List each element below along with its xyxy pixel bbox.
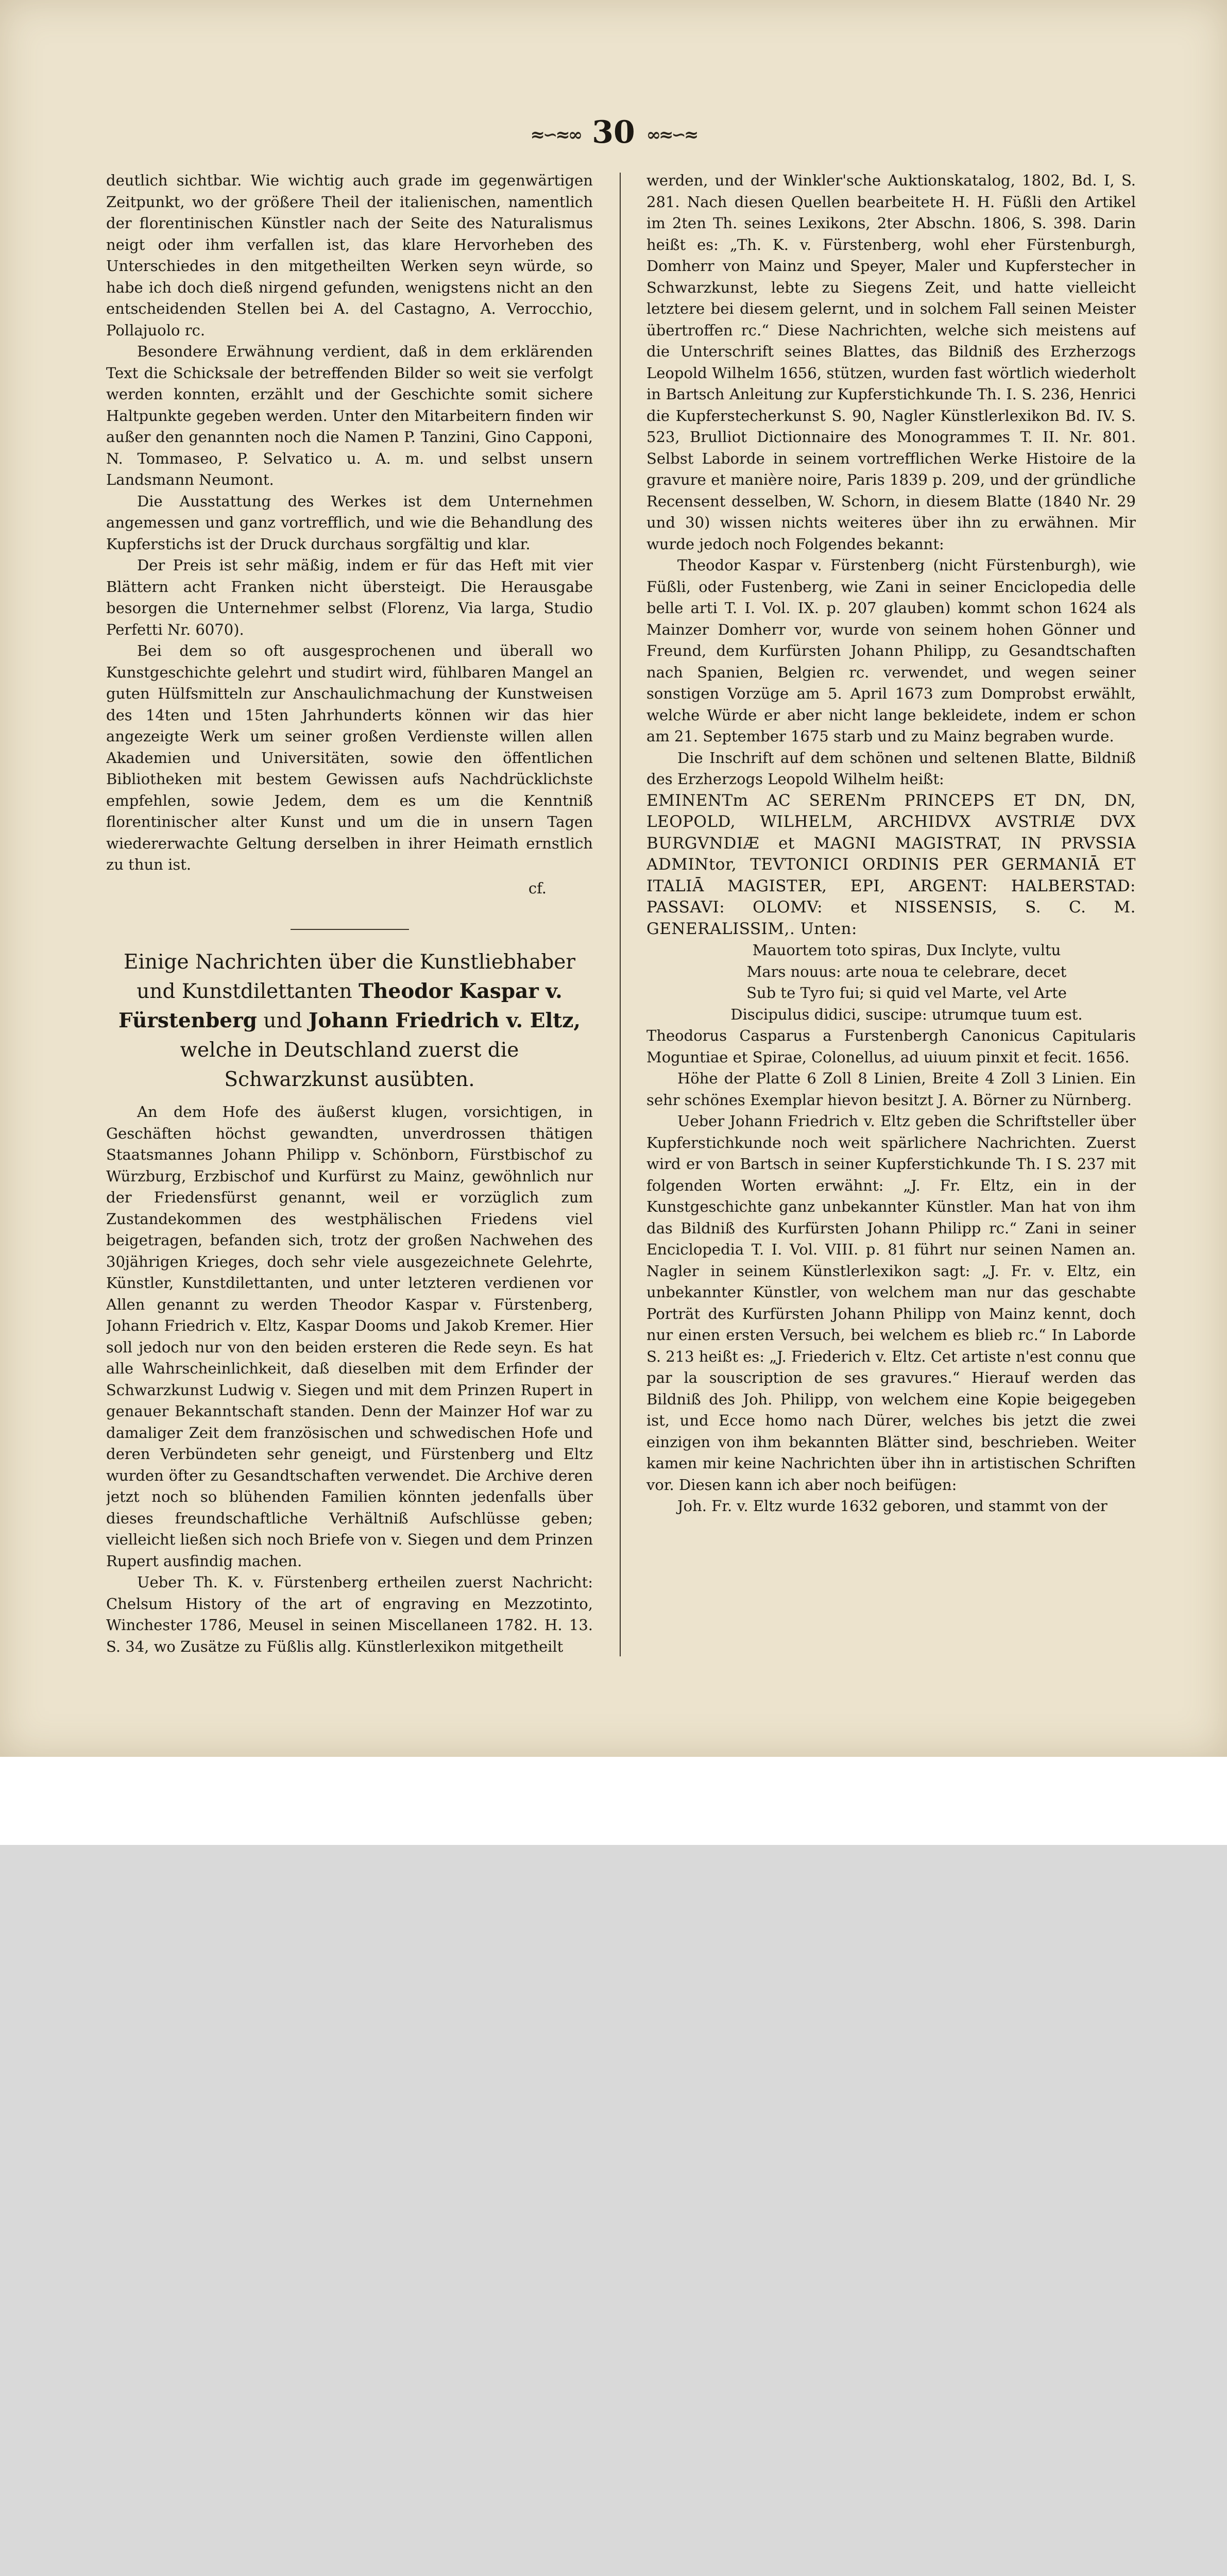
paragraph: Besondere Erwähnung verdient, daß in dem erklärenden Text die Schicksale der betreffenden Bilder so weit sie verfolgt werden konnten, erzählt und der Geschichte somit sichere Haltpunkte gegeben werden. Unter den Mitarbeitern finden wir außer den genannten noch die Namen P. Tanzini, Gino Capponi, N. Tommaseo, P. Selvatico u. A. m. und selbst unsern Landsmann Neumont. (106, 343, 593, 488)
paragraph: Joh. Fr. v. Eltz wurde 1632 geboren, und stammt von der (677, 1497, 1107, 1515)
verse-line: Mauortem toto spiras, Dux Inclyte, vultu (752, 941, 1061, 959)
ornament-right-icon: ∞≈∽≈ (646, 124, 697, 145)
paragraph: Bei dem so oft ausgesprochenen und überall wo Kunstgeschichte gelehrt und studirt wird, fühlbaren Mangel an guten Hülfsmitteln zur Anschaulichmachung der Kunstweisen des 14ten und 15ten Jahrhunderts können wir das hier angezeigte Werk um seiner großen Verdienste willen allen Akademien und Universitäten, sowie den öffentlichen Bibliotheken mit bestem Gewissen aufs Nachdrücklichste empfehlen, sowie Jedem, dem es um die Kenntniß florentinischer alter Kunst und um die in unsern Tagen wiedererwachte Geltung derselben in ihrer Heimath ernstlich zu thun ist. (106, 642, 593, 873)
article-title (106, 947, 593, 1094)
paragraph: Der Preis ist sehr mäßig, indem er für das Heft mit vier Blättern acht Franken nicht übersteigt. Die Herausgabe besorgen die Unternehmer selbst (Florenz, Via larga, Studio Perfetti Nr. 6070). (106, 556, 593, 638)
page-header (0, 114, 1227, 150)
article-title-person1: Theodor Kaspar v. Fürstenberg (118, 979, 563, 1032)
article-title-and: und (263, 1009, 302, 1032)
column-divider (620, 173, 621, 1656)
section-rule (291, 929, 409, 930)
article-title-line1: Einige Nachrichten über die Kunstliebhaber und Kunstdilettanten (123, 951, 576, 1003)
paragraph: Die Inschrift auf dem schönen und seltenen Blatte, Bildniß des Erzherzogs Leopold Wilhelm heißt: (646, 749, 1136, 788)
page-number: 30 (592, 114, 635, 150)
article-title-line3: welche in Deutschland zuerst die Schwarzkunst ausübten. (180, 1039, 519, 1091)
verse-line: Sub te Tyro fui; si quid vel Marte, vel Arte (746, 984, 1067, 1002)
ornament-left-icon: ≈∽≈∞ (530, 124, 581, 145)
paragraph: Ueber Th. K. v. Fürstenberg ertheilen zuerst Nachricht: Chelsum History of the art of engraving en Mezzotinto, Winchester 1786, Meusel in seinen Miscellaneen 1782. H. 13. S. 34, wo Zusätze zu Füßlis allg. Künstlerlexikon mitgetheilt (106, 1573, 593, 1655)
viewer-footer (0, 1757, 1227, 1845)
paragraph: An dem Hofe des äußerst klugen, vorsichtigen, in Geschäften höchst gewandten, unverdrossen thätigen Staatsmannes Johann Philipp v. Schönborn, Fürstbischof zu Würzburg, Erzbischof und Kurfürst zu Mainz, gewöhnlich nur der Friedensfürst genannt, weil er vorzüglich zum Zustandekommen des westphälischen Friedens viel beigetragen, befanden sich, trotz der großen Nachwehen des 30jährigen Krieges, doch sehr viele ausgezeichnete Gelehrte, Künstler, Kunstdilettanten, und unter letzteren verdienen vor Allen genannt zu werden Theodor Kaspar v. Fürstenberg, Johann Friedrich v. Eltz, Kaspar Dooms und Jakob Kremer. Hier soll jedoch nur von den beiden ersteren die Rede seyn. Es hat alle Wahrscheinlichkeit, daß dieselben mit dem Erfinder der Schwarzkunst Ludwig v. Siegen und mit dem Prinzen Rupert in genauer Bekanntschaft standen. Denn der Mainzer Hof war zu damaliger Zeit dem französischen und schwedischen Hofe und deren Verbündeten sehr geneigt, und Fürstenberg und Eltz wurden öfter zu Gesandtschaften verwendet. Die Archive deren jetzt noch so blühenden Familien könnten jedenfalls über dieses freundschaftliche Verhältniß Aufschlüsse geben; vielleicht ließen sich noch Briefe von v. Siegen und dem Prinzen Rupert ausfindig machen. (106, 1103, 593, 1570)
author-signature: cf. (528, 879, 547, 897)
article-title-person2: Johann Friedrich v. Eltz, (308, 1009, 581, 1032)
portrait-inscription: EMINENTm AC SERENm PRINCEPS ET DN, DN, LEOPOLD, WILHELM, ARCHIDVX AVSTRIÆ DVX BURGVNDIÆ et MAGNI MAGISTRAT, IN PRVSSIA ADMINtor, TEVTONICI ORDINIS PER GERMANIĀ ET ITALIĀ MAGISTER, EPI, ARGENT: HALBERSTAD: PASSAVI: OLOMV: et NISSENSIS, S. C. M. GENERALISSIM,. Unten: (646, 791, 1136, 938)
paragraph: Die Ausstattung des Werkes ist dem Unternehmen angemessen und ganz vortrefflich, und wie die Behandlung des Kupferstichs ist der Druck durchaus sorgfältig und klar. (106, 492, 593, 553)
paragraph: Höhe der Platte 6 Zoll 8 Linien, Breite 4 Zoll 3 Linien. Ein sehr schönes Exemplar hievon besitzt J. A. Börner zu Nürnberg. (646, 1070, 1136, 1109)
verse-line: Discipulus didici, suscipe: utrumque tuum est. (730, 1005, 1083, 1023)
left-column (106, 170, 593, 1659)
right-column (646, 170, 1136, 1659)
paragraph: deutlich sichtbar. Wie wichtig auch grade im gegenwärtigen Zeitpunkt, wo der größere Theil der italienischen, namentlich der florentinischen Künstler nach der Seite des Naturalismus neigt oder ihm verfallen ist, das klare Hervorheben des Unterschiedes in den mitgetheilten Werken seyn würde, so habe ich doch dieß nirgend gefunden, wenigstens nicht an den entscheidenden Stellen bei A. del Castagno, A. Verrocchio, Pollajuolo rc. (106, 172, 593, 339)
paragraph: Theodor Kaspar v. Fürstenberg (nicht Fürstenburgh), wie Füßli, oder Fustenberg, wie Zani in seiner Enciclopedia delle belle arti T. I. Vol. IX. p. 207 glauben) kommt schon 1624 als Mainzer Domherr vor, wurde von seinem hohen Gönner und Freund, dem Kurfürsten Johann Philipp, zu Gesandtschaften nach Spanien, Belgien rc. verwendet, und wegen seiner sonstigen Vorzüge am 5. April 1673 zum Domprobst erwählt, welche Würde er aber nicht lange bekleidete, indem er schon am 21. September 1675 starb und zu Mainz begraben wurde. (646, 556, 1136, 745)
verse-line: Mars nouus: arte noua te celebrare, decet (746, 962, 1067, 980)
paragraph: werden, und der Winkler'sche Auktionskatalog, 1802, Bd. I, S. 281. Nach diesen Quellen bearbeitete H. H. Füßli den Artikel im 2ten Th. seines Lexikons, 2ter Abschn. 1806, S. 398. Darin heißt es: „Th. K. v. Fürstenberg, wohl eher Fürstenburgh, Domherr von Mainz und Speyer, Maler und Kupferstecher in Schwarzkunst, lebte zu Siegens Zeit, und hatte vielleicht letztere bei diesem gelernt, und in solchem Fall seinen Meister übertroffen rc.“ Diese Nachrichten, welche sich meistens auf die Unterschrift seines Blattes, das Bildniß des Erzherzogs Leopold Wilhelm 1656, stützen, wurden fast wörtlich wiederholt in Bartsch Anleitung zur Kupferstichkunde Th. I. S. 236, Henrici die Kupferstecherkunst S. 90, Nagler Künstlerlexikon Bd. IV. S. 523, Brulliot Dictionnaire des Monogrammes T. II. Nr. 801. Selbst Laborde in seinem vortrefflichen Werke Histoire de la gravure et manière noire, Paris 1839 p. 209, und der gründliche Recensent desselben, W. Schorn, in diesem Blatte (1840 Nr. 29 und 30) wissen nichts weiteres über ihn zu erwähnen. Mir wurde jedoch noch Folgendes bekannt: (646, 172, 1136, 553)
inscription-credit: Theodorus Casparus a Furstenbergh Canonicus Capitularis Moguntiae et Spirae, Colonellus, ad uiuum pinxit et fecit. 1656. (646, 1027, 1136, 1066)
paragraph: Ueber Johann Friedrich v. Eltz geben die Schriftsteller über Kupferstichkunde noch weit spärlichere Nachrichten. Zuerst wird er von Bartsch in seiner Kupferstichkunde Th. I S. 237 mit folgenden Worten erwähnt: „J. Fr. Eltz, ein in der Kunstgeschichte ganz unbekannter Künstler. Man hat von ihm das Bildniß des Kurfürsten Johann Philipp rc.“ Zani in seiner Enciclopedia T. I. Vol. VIII. p. 81 führt nur seinen Namen an. Nagler in seinem Künstlerlexikon sagt: „J. Fr. v. Eltz, ein unbekannter Künstler, von welchem man nur das geschabte Porträt des Kurfürsten Johann Philipp von Mainz kennt, doch nur einen ersten Versuch, bei welchem es blieb rc.“ In Laborde S. 213 heißt es: „J. Friederich v. Eltz. Cet artiste n'est connu que par la souscription de ses gravures.“ Hierauf werden das Bildniß des Joh. Philipp, von welchem eine Kopie beigegeben ist, und Ecce homo nach Dürer, welches bis jetzt die zwei einzigen von ihm bekannten Blätter sind, beschrieben. Weiter kamen mir keine Nachrichten über ihn in artistischen Schriften vor. Diesen kann ich aber noch beifügen: (646, 1112, 1136, 1494)
